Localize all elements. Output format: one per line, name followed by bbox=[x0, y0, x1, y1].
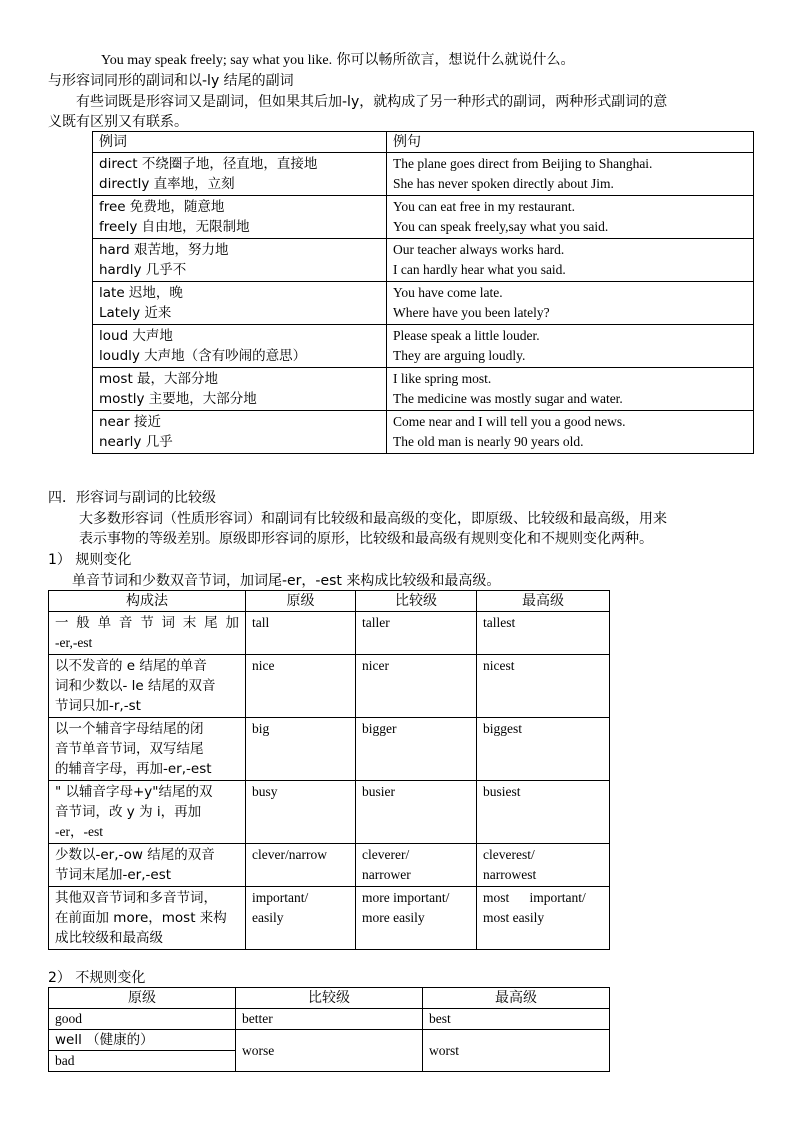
method-cell: 以不发音的 e 结尾的单音 词和少数以- le 结尾的双音 节词只加-r,-st bbox=[49, 655, 246, 718]
positive-cell: big bbox=[246, 718, 356, 781]
table-row bbox=[49, 1030, 610, 1051]
comparative-cell: nicer bbox=[356, 655, 477, 718]
header-positive: 原级 bbox=[49, 988, 236, 1009]
positive-cell: nice bbox=[246, 655, 356, 718]
section4-paragraph-line1: 大多数形容词（性质形容词）和副词有比较级和最高级的变化，即原级、比较级和最高级，用来 bbox=[79, 511, 667, 527]
intro-paragraph-line1: 有些词既是形容词又是副词，但如果其后加-ly，就构成了另一种形式的副词，两种形式副词的意 bbox=[76, 94, 668, 110]
table-row bbox=[49, 655, 610, 718]
word-cell: free 免费地，随意地 freely 自由地，无限制地 bbox=[93, 196, 387, 239]
word-cell: most 最，大部分地 mostly 主要地，大部分地 bbox=[93, 368, 387, 411]
comparative-cell: busier bbox=[356, 781, 477, 844]
table-row bbox=[49, 781, 610, 844]
table-row bbox=[49, 612, 610, 655]
comparative-cell: more important/ more easily bbox=[356, 887, 477, 950]
table-row bbox=[49, 1009, 610, 1030]
sentence-cell: You can eat free in my restaurant. You can speak freely,say what you said. bbox=[387, 196, 754, 239]
adverb-examples-table bbox=[92, 131, 754, 454]
table-header-row bbox=[49, 591, 610, 612]
superlative-cell: most important/ most easily bbox=[477, 887, 610, 950]
table-row bbox=[93, 239, 754, 282]
positive-cell: bad bbox=[49, 1051, 236, 1072]
superlative-cell: tallest bbox=[477, 612, 610, 655]
header-positive: 原级 bbox=[246, 591, 356, 612]
section4-paragraph-line2: 表示事物的等级差别。原级即形容词的原形，比较级和最高级有规则变化和不规则变化两种。 bbox=[79, 531, 653, 547]
superlative-cell: nicest bbox=[477, 655, 610, 718]
table-row bbox=[93, 325, 754, 368]
positive-cell: clever/narrow bbox=[246, 844, 356, 887]
section-heading-adverbs: 与形容词同形的副词和以-ly 结尾的副词 bbox=[48, 73, 294, 89]
word-cell: late 迟地，晚 Lately 近来 bbox=[93, 282, 387, 325]
header-example-sentences: 例句 bbox=[387, 132, 754, 153]
word-cell: loud 大声地 loudly 大声地（含有吵闹的意思） bbox=[93, 325, 387, 368]
sentence-cell: The plane goes direct from Beijing to Shanghai. She has never spoken directly about Jim. bbox=[387, 153, 754, 196]
superlative-cell: cleverest/ narrowest bbox=[477, 844, 610, 887]
table-header-row bbox=[49, 988, 610, 1009]
positive-cell: good bbox=[49, 1009, 236, 1030]
table-row bbox=[93, 368, 754, 411]
header-example-words: 例词 bbox=[93, 132, 387, 153]
table-row bbox=[93, 282, 754, 325]
sentence-cell: Come near and I will tell you a good news. The old man is nearly 90 years old. bbox=[387, 411, 754, 454]
header-comparative: 比较级 bbox=[236, 988, 423, 1009]
superlative-cell: busiest bbox=[477, 781, 610, 844]
regular-comparison-table bbox=[48, 590, 610, 950]
comparative-cell: worse bbox=[236, 1030, 423, 1072]
method-cell: 以一个辅音字母结尾的闭 音节单音节词，双写结尾 的辅音字母，再加-er,-est bbox=[49, 718, 246, 781]
subsection-regular: 1） 规则变化 bbox=[48, 552, 132, 568]
positive-cell: well （健康的） bbox=[49, 1030, 236, 1051]
table-row bbox=[93, 196, 754, 239]
method-cell: 一般单音节词末尾加 -er,-est bbox=[49, 612, 246, 655]
regular-description: 单音节词和少数双音节词，加词尾-er，-est 来构成比较级和最高级。 bbox=[72, 573, 501, 589]
word-cell: near 接近 nearly 几乎 bbox=[93, 411, 387, 454]
table-row bbox=[49, 718, 610, 781]
irregular-comparison-table bbox=[48, 987, 610, 1072]
subsection-irregular: 2） 不规则变化 bbox=[48, 970, 146, 986]
comparative-cell: taller bbox=[356, 612, 477, 655]
example-english: You may speak freely; say what you like. bbox=[101, 53, 333, 68]
sentence-cell: I like spring most. The medicine was mostly sugar and water. bbox=[387, 368, 754, 411]
sentence-cell: Our teacher always works hard. I can hardly hear what you said. bbox=[387, 239, 754, 282]
intro-paragraph-line2: 义既有区别又有联系。 bbox=[48, 114, 188, 130]
table-row bbox=[93, 153, 754, 196]
superlative-cell: best bbox=[423, 1009, 610, 1030]
table-row bbox=[49, 844, 610, 887]
example-sentence bbox=[101, 49, 575, 69]
table-row bbox=[93, 411, 754, 454]
word-cell: hard 艰苦地，努力地 hardly 几乎不 bbox=[93, 239, 387, 282]
sentence-cell: Please speak a little louder. They are arguing loudly. bbox=[387, 325, 754, 368]
positive-cell: important/ easily bbox=[246, 887, 356, 950]
positive-cell: tall bbox=[246, 612, 356, 655]
table-header-row bbox=[93, 132, 754, 153]
sentence-cell: You have come late. Where have you been lately? bbox=[387, 282, 754, 325]
comparative-cell: better bbox=[236, 1009, 423, 1030]
section-title-comparison: 四．形容词与副词的比较级 bbox=[48, 490, 216, 506]
header-superlative: 最高级 bbox=[477, 591, 610, 612]
header-superlative: 最高级 bbox=[423, 988, 610, 1009]
header-method: 构成法 bbox=[49, 591, 246, 612]
superlative-cell: worst bbox=[423, 1030, 610, 1072]
header-comparative: 比较级 bbox=[356, 591, 477, 612]
method-cell: 其他双音节词和多音节词， 在前面加 more，most 来构 成比较级和最高级 bbox=[49, 887, 246, 950]
word-cell: direct 不绕圈子地，径直地，直接地 directly 直率地，立刻 bbox=[93, 153, 387, 196]
method-cell: " 以辅音字母+y"结尾的双 音节词，改 y 为 i，再加 -er，-est bbox=[49, 781, 246, 844]
table-row bbox=[49, 887, 610, 950]
superlative-cell: biggest bbox=[477, 718, 610, 781]
positive-cell: busy bbox=[246, 781, 356, 844]
method-cell: 少数以-er,-ow 结尾的双音 节词末尾加-er,-est bbox=[49, 844, 246, 887]
example-chinese: 你可以畅所欲言，想说什么就说什么。 bbox=[336, 52, 575, 68]
comparative-cell: bigger bbox=[356, 718, 477, 781]
comparative-cell: cleverer/ narrower bbox=[356, 844, 477, 887]
